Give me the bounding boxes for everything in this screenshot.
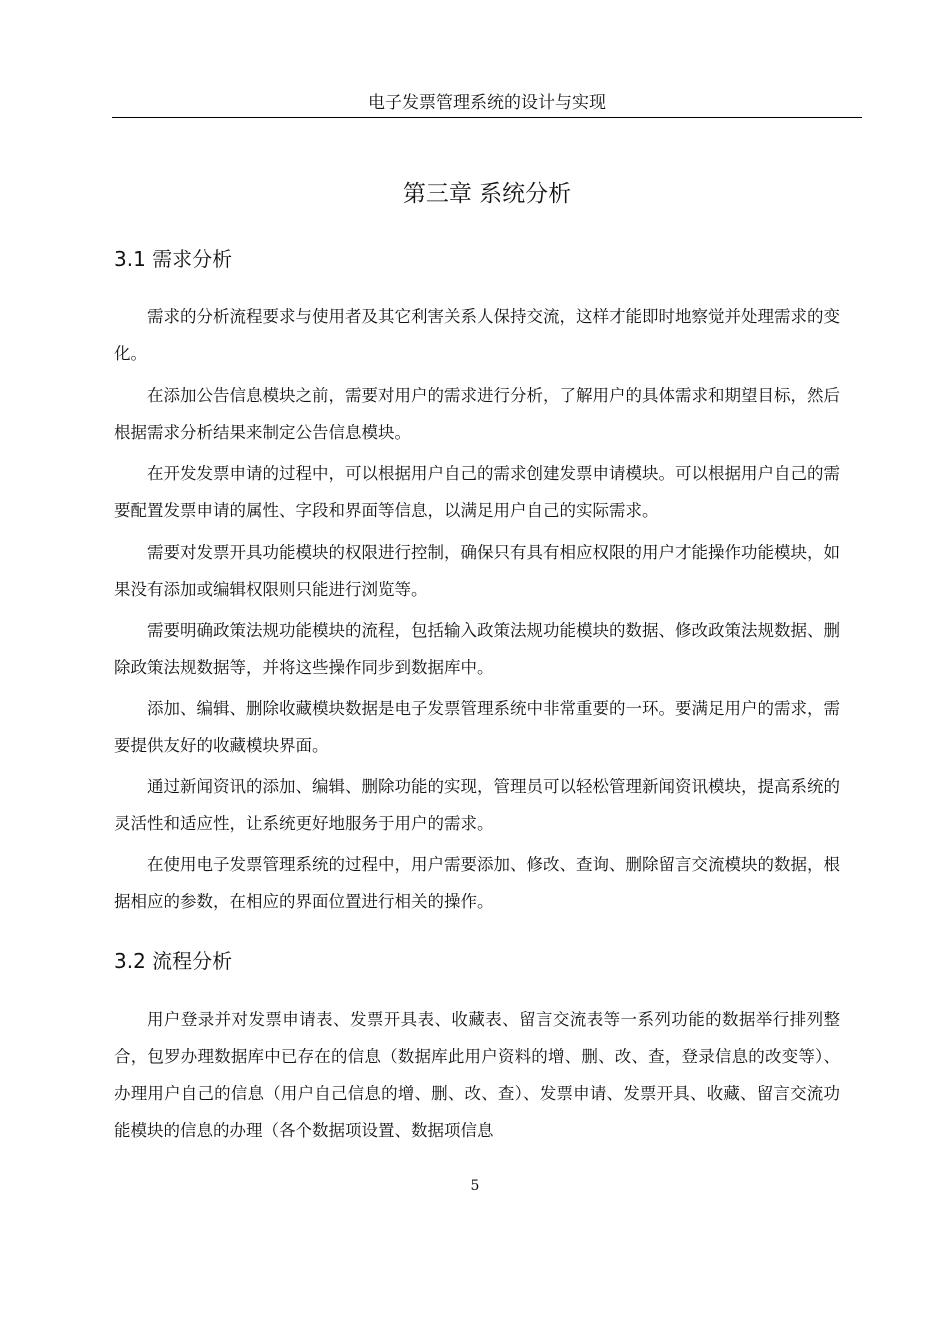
chapter-title: 第三章 系统分析 bbox=[402, 181, 572, 207]
page-number: 5 bbox=[470, 1178, 480, 1194]
section-heading-3-1: 3.1 需求分析 bbox=[114, 247, 233, 271]
paragraph: 需求的分析流程要求与使用者及其它利害关系人保持交流，这样才能即时地察觉并处理需求的变化。 bbox=[114, 307, 840, 363]
paragraph: 添加、编辑、删除收藏模块数据是电子发票管理系统中非常重要的一环。要满足用户的需求，需要提供友好的收藏模块界面。 bbox=[114, 699, 840, 755]
paragraph: 需要对发票开具功能模块的权限进行控制，确保只有具有相应权限的用户才能操作功能模块，如果没有添加或编辑权限则只能进行浏览等。 bbox=[114, 543, 840, 599]
paragraph: 在添加公告信息模块之前，需要对用户的需求进行分析，了解用户的具体需求和期望目标，然后根据需求分析结果来制定公告信息模块。 bbox=[114, 386, 840, 442]
paragraph: 在开发发票申请的过程中，可以根据用户自己的需求创建发票申请模块。可以根据用户自己的需要配置发票申请的属性、字段和界面等信息，以满足用户自己的实际需求。 bbox=[114, 464, 840, 520]
paragraph: 用户登录并对发票申请表、发票开具表、收藏表、留言交流表等一系列功能的数据举行排列整合，包罗办理数据库中已存在的信息（数据库此用户资料的增、删、改、查，登录信息的改变等）、办理用户自己的信息（用户自己信息的增、删、改、查）、发票申请、发票开具、收藏、留言交流功能模块的信息的办理（各个数据项设置、数据项信息 bbox=[114, 1010, 840, 1140]
paragraph: 需要明确政策法规功能模块的流程，包括输入政策法规功能模块的数据、修改政策法规数据、删除政策法规数据等，并将这些操作同步到数据库中。 bbox=[114, 621, 840, 677]
paragraph: 通过新闻资讯的添加、编辑、删除功能的实现，管理员可以轻松管理新闻资讯模块，提高系统的灵活性和适应性，让系统更好地服务于用户的需求。 bbox=[114, 777, 840, 833]
section-heading-3-2: 3.2 流程分析 bbox=[114, 949, 233, 973]
header-rule bbox=[112, 117, 862, 118]
paragraph: 在使用电子发票管理系统的过程中，用户需要添加、修改、查询、删除留言交流模块的数据，根据相应的参数，在相应的界面位置进行相关的操作。 bbox=[114, 855, 840, 911]
running-header: 电子发票管理系统的设计与实现 bbox=[368, 93, 606, 113]
